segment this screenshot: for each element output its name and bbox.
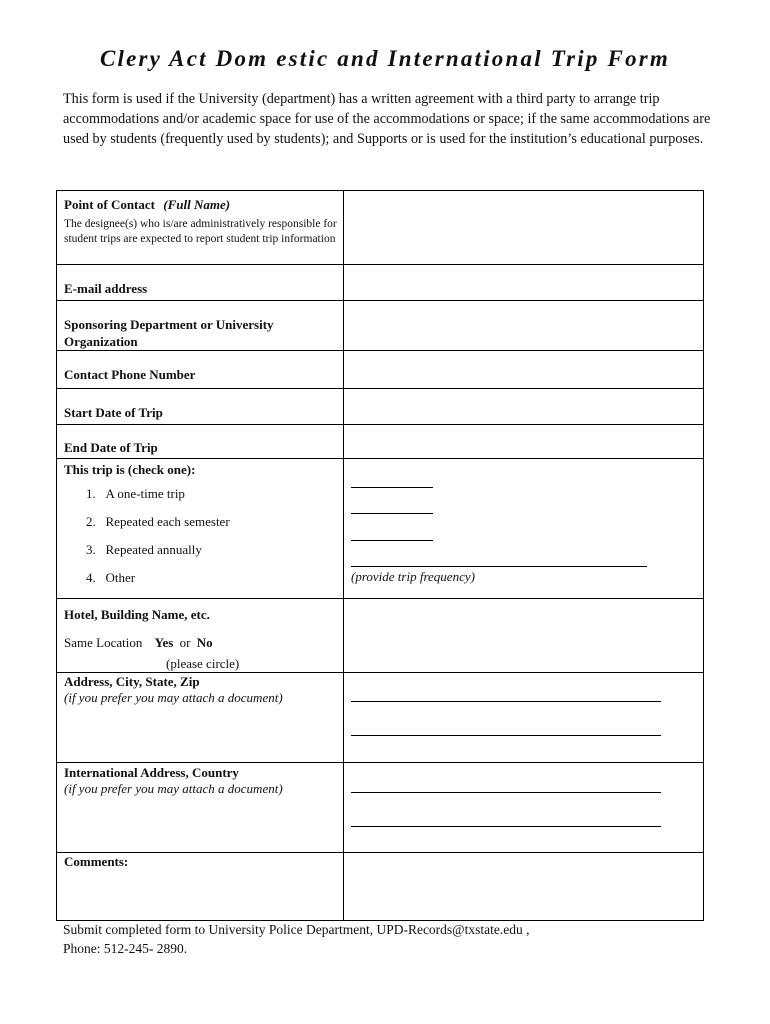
address-line-2[interactable] (351, 735, 661, 736)
please-circle-note: (please circle) (166, 656, 240, 671)
international-label: International Address, Country (64, 765, 239, 780)
comments-label: Comments: (64, 854, 129, 869)
international-attach-note: (if you prefer you may attach a document) (64, 781, 283, 796)
trip-option-2-label: Repeated each semester (105, 514, 230, 529)
row-comments (57, 853, 704, 921)
row-email (57, 265, 704, 301)
international-line-1[interactable] (351, 792, 661, 793)
same-location-line (64, 635, 337, 651)
trip-option-4-label: Other (105, 570, 136, 585)
row-start-date (57, 389, 704, 425)
start-date-label: Start Date of Trip (64, 405, 163, 420)
trip-frequency-note: (provide trip frequency) (351, 569, 475, 584)
label-cell-start-date (57, 389, 344, 425)
row-address (57, 673, 704, 763)
trip-type-answers (344, 459, 704, 599)
address-answers (344, 673, 704, 763)
row-department (57, 301, 704, 351)
end-date-field[interactable] (344, 425, 704, 459)
trip-type-label: This trip is (check one): (64, 462, 196, 477)
label-cell-address (57, 673, 344, 763)
email-label: E-mail address (64, 281, 148, 296)
row-international (57, 763, 704, 853)
email-field[interactable] (344, 265, 704, 301)
point-of-contact-field[interactable] (344, 191, 704, 265)
point-of-contact-description: The designee(s) who is/are administratively responsible for student trips are expected to report student trip information (64, 218, 337, 245)
end-date-label: End Date of Trip (64, 440, 158, 455)
same-location-label: Same Location (64, 635, 143, 650)
phone-field[interactable] (344, 351, 704, 389)
label-cell-department (57, 301, 344, 351)
department-field[interactable] (344, 301, 704, 351)
hotel-label: Hotel, Building Name, etc. (64, 607, 210, 622)
label-cell-international (57, 763, 344, 853)
trip-form-table (56, 190, 704, 921)
footer-phone-line: Phone: 512-245- 2890. (63, 941, 188, 956)
trip-option-1-blank[interactable] (351, 487, 433, 488)
trip-option-1-label: A one-time trip (105, 486, 185, 501)
label-cell-phone (57, 351, 344, 389)
row-phone (57, 351, 704, 389)
trip-option-2: 2. Repeated each semester (86, 514, 230, 529)
trip-option-2-blank[interactable] (351, 513, 433, 514)
trip-option-3-label: Repeated annually (105, 542, 202, 557)
row-hotel (57, 599, 704, 673)
trip-option-3: 3. Repeated annually (86, 542, 202, 557)
footer-submit-line: Submit completed form to University Police Department, UPD-Records@txstate.edu , (63, 922, 530, 937)
full-name-note: (Full Name) (163, 197, 231, 212)
row-point-of-contact (57, 191, 704, 265)
comments-field[interactable] (344, 853, 704, 921)
intro-paragraph: This form is used if the University (department) has a written agreement with a third party to arrange trip accommodations and/or academic space for use of the accommodations or space; if the same accommodations are used by students (frequently used by students); and Supports or is used for the institution’s educational purposes. (63, 91, 711, 147)
hotel-field[interactable] (344, 599, 704, 673)
label-cell-comments (57, 853, 344, 921)
address-attach-note: (if you prefer you may attach a document) (64, 690, 283, 705)
trip-option-1: 1. A one-time trip (86, 486, 185, 501)
submission-footer (63, 920, 529, 958)
label-cell-end-date (57, 425, 344, 459)
form-title: Clery Act Dom estic and International Trip Form (99, 46, 671, 71)
trip-option-4-blank[interactable] (351, 566, 647, 567)
start-date-field[interactable] (344, 389, 704, 425)
department-label: Sponsoring Department or University Organization (64, 317, 274, 349)
yes-option[interactable]: Yes (154, 635, 174, 650)
or-text: or (179, 635, 191, 650)
label-cell-point-of-contact (57, 191, 344, 265)
international-answers (344, 763, 704, 853)
trip-options-list (86, 480, 337, 592)
row-trip-type (57, 459, 704, 599)
label-cell-trip-type (57, 459, 344, 599)
row-end-date (57, 425, 704, 459)
address-label: Address, City, State, Zip (64, 674, 200, 689)
trip-option-4: 4. Other (86, 570, 136, 585)
point-of-contact-label: Point of Contact (64, 197, 155, 212)
international-line-2[interactable] (351, 826, 661, 827)
trip-option-3-blank[interactable] (351, 540, 433, 541)
no-option[interactable]: No (196, 635, 213, 650)
phone-label: Contact Phone Number (64, 367, 196, 382)
label-cell-email (57, 265, 344, 301)
address-line-1[interactable] (351, 701, 661, 702)
label-cell-hotel (57, 599, 344, 673)
